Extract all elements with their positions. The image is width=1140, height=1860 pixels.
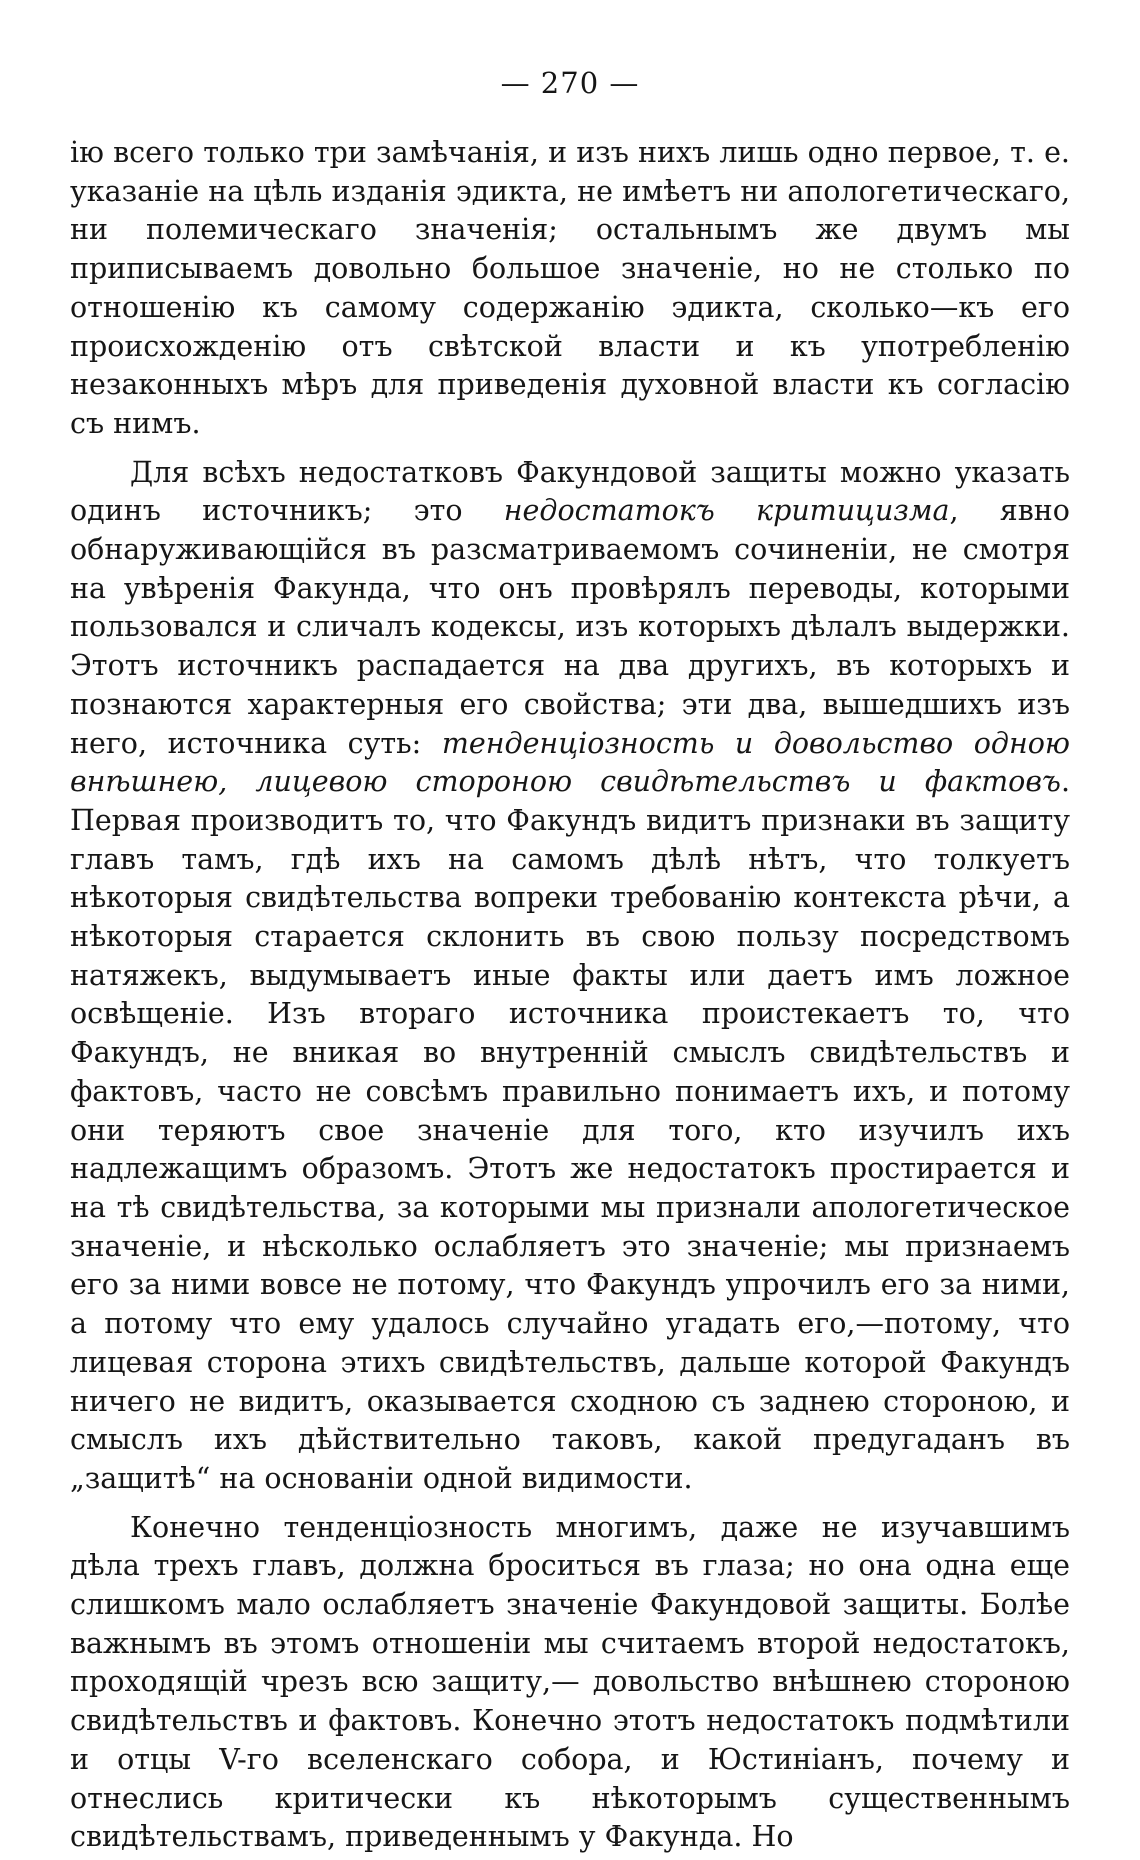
paragraph-2-text-b: , явно обнаруживающійся въ разсматриваемомъ сочиненіи, не смотря на увѣренія Факунда, что онъ провѣрялъ переводы, которыми пользовался и сличалъ кодексы, изъ которыхъ дѣлалъ выдержки. Этотъ источникъ распадается на два другихъ, въ которыхъ и познаются характерныя его свойства; эти два, вышедшихъ изъ него, источника суть: [70, 494, 1070, 760]
body-text [70, 134, 1070, 1860]
paragraph-2-text-a: Для всѣхъ недостатковъ Факундовой защиты можно указать одинъ источникъ; это [70, 455, 1070, 528]
paragraph-3-text: Конечно тенденціозность многимъ, даже не изучавшимъ дѣла трехъ главъ, должна броситься въ глаза; но она одна еще слишкомъ мало ослабляетъ значеніе Факундовой защиты. Болѣе важнымъ въ этомъ отношеніи мы считаемъ второй недостатокъ, проходящій чрезъ всю защиту,— довольство внѣшнею стороною свидѣтельствъ и фактовъ. Конечно этотъ недостатокъ подмѣтили и отцы V-го вселенскаго собора, и Юстиніанъ, почему и отнеслись критически къ нѣкоторымъ существеннымъ свидѣтельствамъ, приведеннымъ у Факунда. Но [70, 1510, 1070, 1854]
paragraph-3 [70, 1509, 1070, 1857]
paragraph-1 [70, 134, 1070, 444]
paragraph-2-italic-b: тенденціозность и довольство одною внѣшнею, лицевою стороною свидѣтельствъ и фактовъ [70, 726, 1070, 799]
paragraph-2-text-c: . Первая производитъ то, что Факундъ видитъ признаки въ защиту главъ тамъ, гдѣ ихъ на самомъ дѣлѣ нѣтъ, что толкуетъ нѣкоторыя свидѣтельства вопреки требованію контекста рѣчи, а нѣкоторыя старается склонить въ свою пользу посредствомъ натяжекъ, выдумываетъ иные факты или даетъ имъ ложное освѣщеніе. Изъ втораго источника проистекаетъ то, что Факундъ, не вникая во внутренній смыслъ свидѣтельствъ и фактовъ, часто не совсѣмъ правильно понимаетъ ихъ, и потому они теряютъ свое значеніе для того, кто изучилъ ихъ надлежащимъ образомъ. Этотъ же недостатокъ простирается и на тѣ свидѣтельства, за которыми мы признали апологетическое значеніе, и нѣсколько ослабляетъ это значеніе; мы признаемъ его за ними вовсе не потому, что Факундъ упрочилъ его за ними, а потому что ему удалось случайно угадать его,—потому, что лицевая сторона этихъ свидѣтельствъ, дальше которой Факундъ ничего не видитъ, оказывается сходною съ заднею стороною, и смыслъ ихъ дѣйствительно таковъ, какой предугаданъ въ „защитѣ“ на основаніи одной видимости. [70, 765, 1070, 1495]
paragraph-2-italic-a: недостатокъ критицизма [503, 494, 950, 528]
paragraph-2 [70, 454, 1070, 1499]
paragraph-1-text: ію всего только три замѣчанія, и изъ нихъ лишь одно первое, т. е. указаніе на цѣль изданія эдикта, не имѣетъ ни апологетическаго, ни полемическаго значенія; остальнымъ же двумъ мы приписываемъ довольно большое значеніе, но не столько по отношенію къ самому содержанію эдикта, сколько—къ его происхожденію отъ свѣтской власти и къ употребленію незаконныхъ мѣръ для приведенія духовной власти къ согласію съ нимъ. [70, 136, 1070, 440]
page-number: — 270 — [500, 66, 640, 100]
